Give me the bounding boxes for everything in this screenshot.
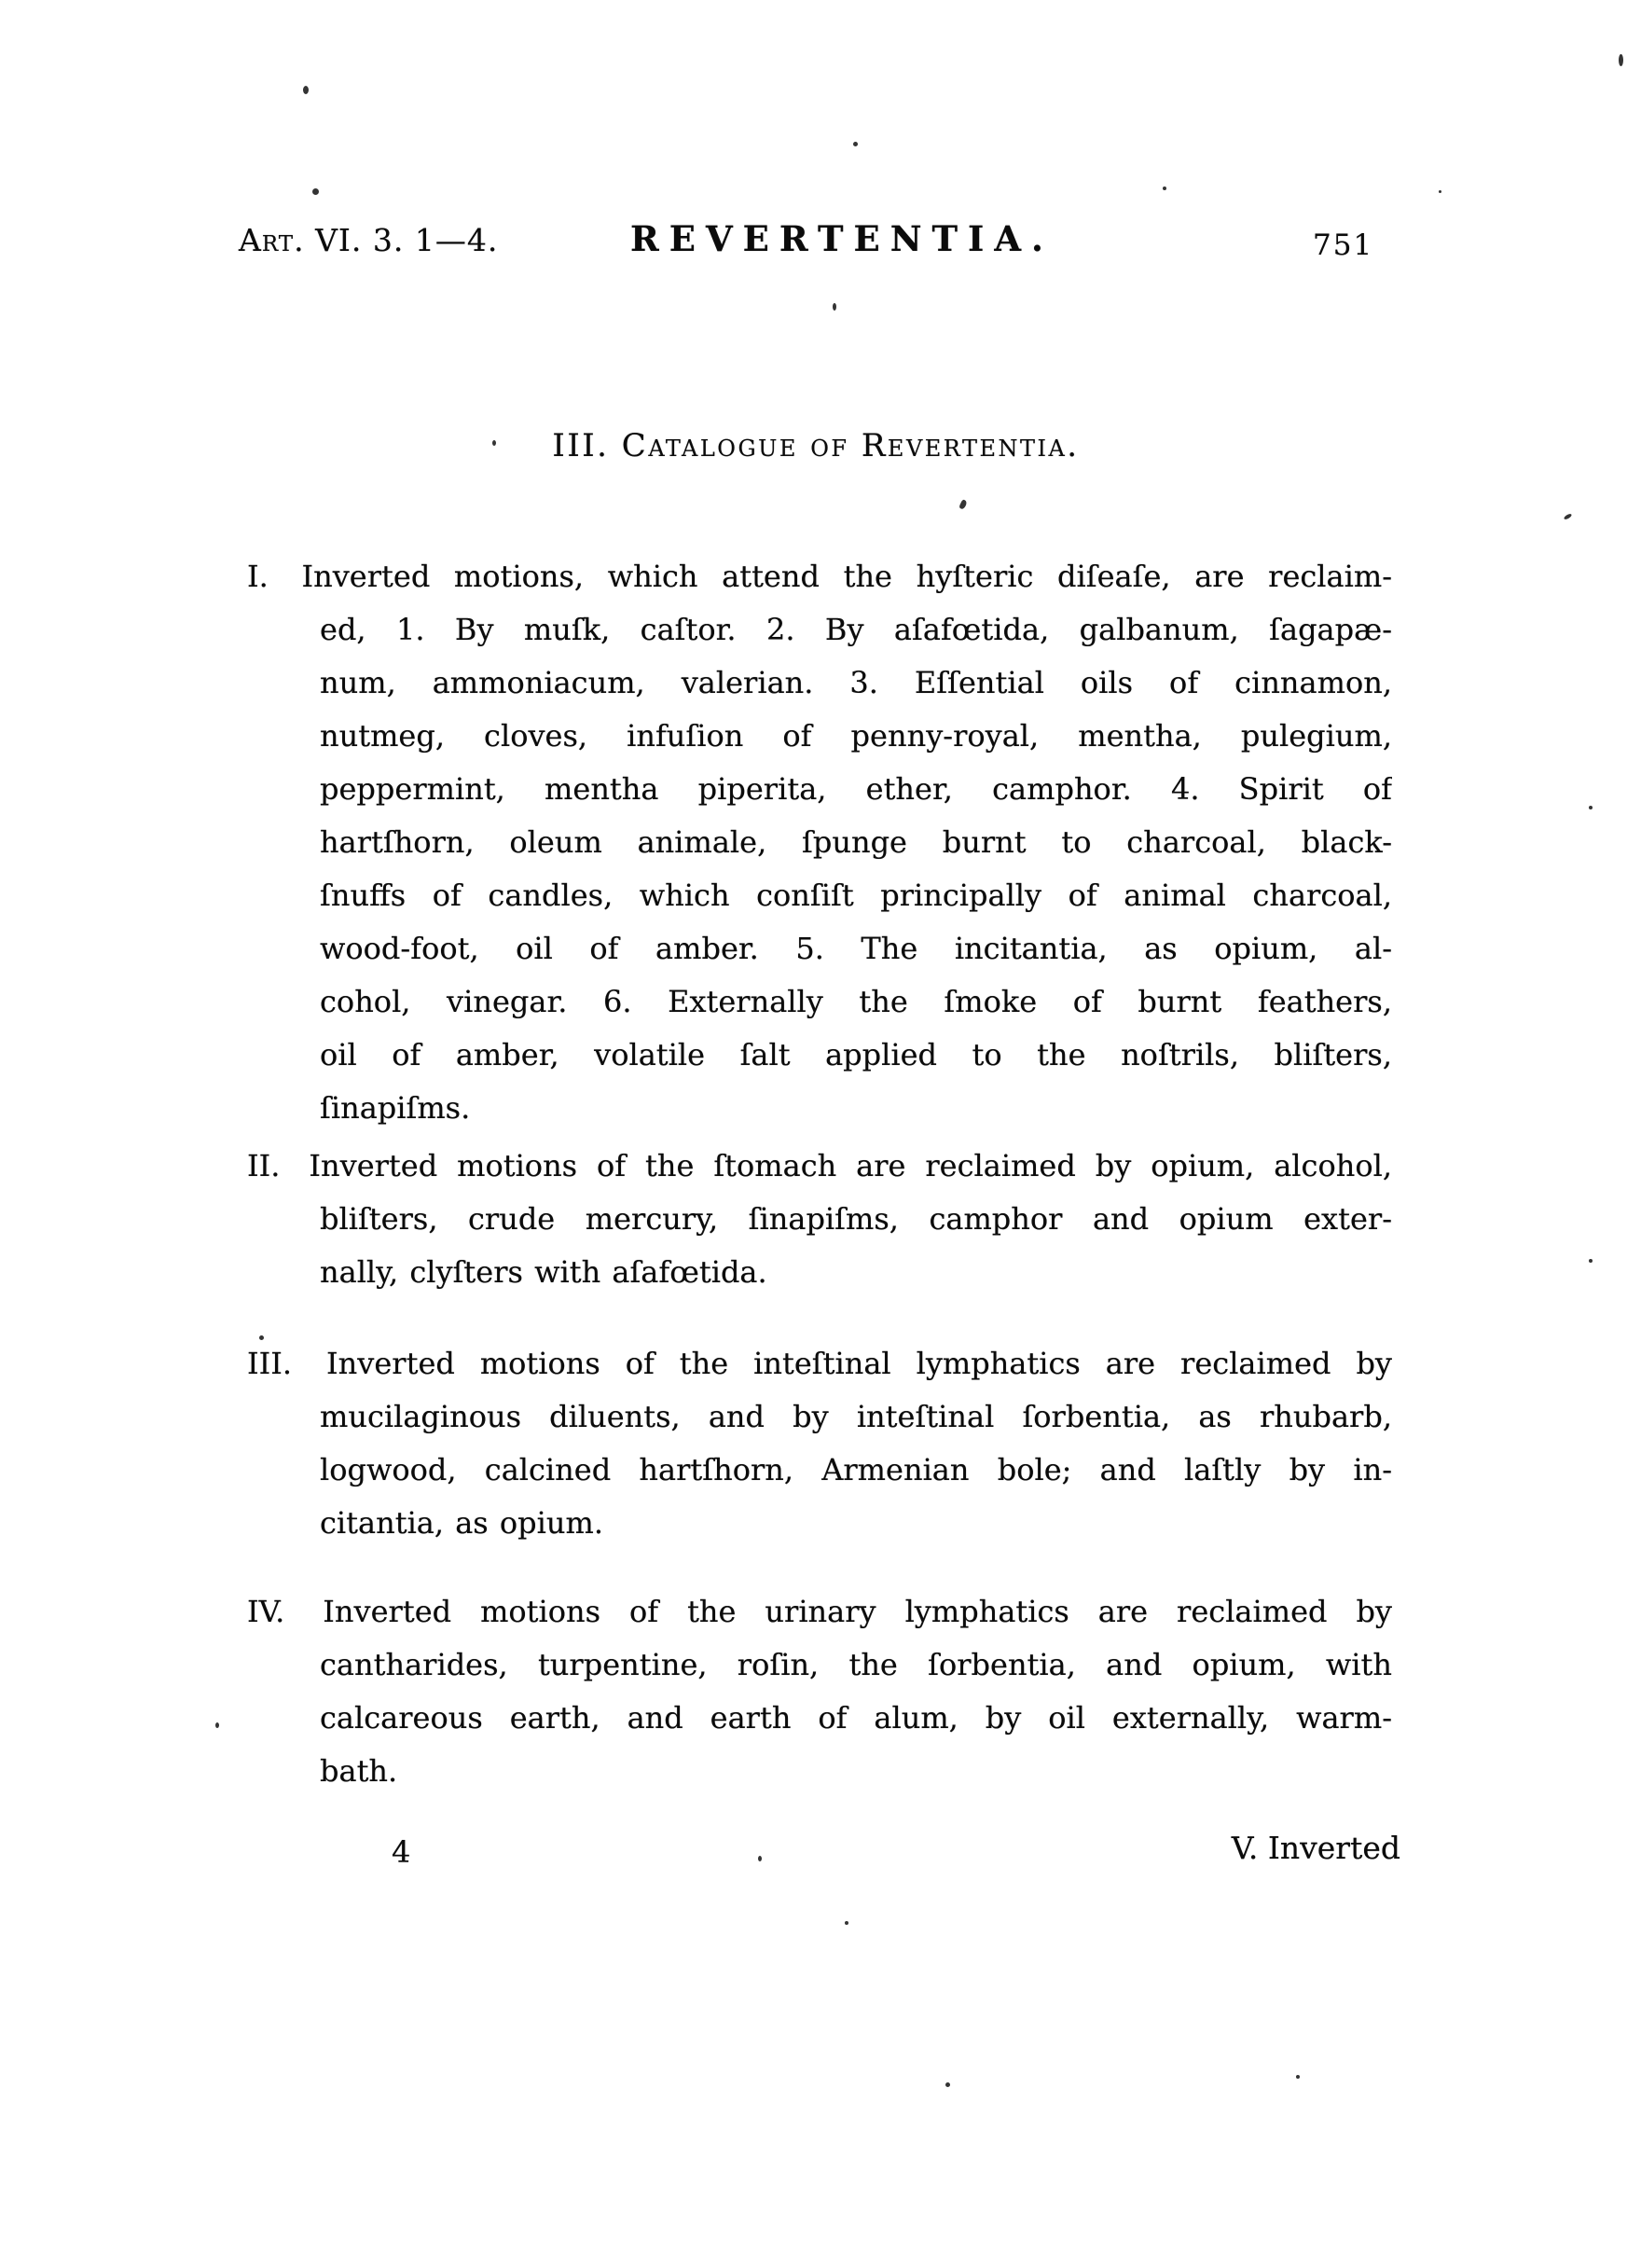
paragraph-line: calcareous earth, and earth of alum, by oil externally, warm- (320, 1700, 1392, 1736)
paragraph-line: cantharides, turpentine, roſin, the ſorbentia, and opium, with (320, 1647, 1392, 1682)
paragraph-3 (247, 1337, 1392, 1550)
ink-speck (833, 303, 836, 311)
page-number: 751 (1313, 228, 1374, 262)
paragraph-line: citantia, as opium. (320, 1505, 603, 1541)
paragraph-line: nutmeg, cloves, infuſion of penny-royal, mentha, pulegium, (320, 718, 1392, 754)
paragraph-line: hartſhorn, oleum animale, ſpunge burnt to charcoal, black- (320, 824, 1392, 860)
catchword: V. Inverted (1231, 1830, 1400, 1866)
paragraph-text: Inverted motions, which attend the hyſteric diſeaſe, are reclaim- (301, 559, 1392, 594)
paragraph-2 (247, 1140, 1392, 1299)
article-reference: Art. VI. 3. 1—4. (239, 222, 499, 258)
running-title: REVERTENTIA. (630, 218, 1054, 259)
ink-speck (259, 1335, 264, 1340)
ink-speck (845, 1921, 848, 1925)
ink-speck (1589, 806, 1593, 809)
paragraph-label: III. (247, 1346, 293, 1381)
paragraph-line (247, 1585, 1392, 1639)
ink-speck (215, 1722, 219, 1728)
paragraph-line: nally, clyſters with aſafœtida. (320, 1254, 767, 1290)
ink-speck (1564, 513, 1573, 520)
paragraph-text: Inverted motions of the inteſtinal lymphatics are reclaimed by (326, 1346, 1392, 1381)
ink-speck (945, 2082, 950, 2087)
ink-speck (1589, 1259, 1593, 1263)
paragraph-text: Inverted motions of the urinary lymphatics are reclaimed by (323, 1594, 1392, 1629)
paragraph-line: logwood, calcined hartſhorn, Armenian bole; and laſtly by in- (320, 1452, 1392, 1487)
ink-speck (1296, 2075, 1300, 2079)
signature-mark: 4 (392, 1834, 411, 1870)
paragraph-line: ſnuffs of candles, which conſiſt principally of animal charcoal, (320, 878, 1392, 913)
paragraph-line: bath. (320, 1753, 398, 1789)
ink-speck (492, 440, 496, 446)
paragraph-line: mucilaginous diluents, and by inteſtinal ſorbentia, as rhubarb, (320, 1399, 1392, 1434)
paragraph-line: bliſters, crude mercury, ſinapiſms, camphor and opium exter- (320, 1201, 1392, 1237)
paragraph-line: ed, 1. By muſk, caſtor. 2. By aſafœtida, galbanum, ſagapæ- (320, 612, 1392, 647)
paragraph-text: Inverted motions of the ſtomach are reclaimed by opium, alcohol, (309, 1148, 1392, 1183)
paragraph-line: cohol, vinegar. 6. Externally the ſmoke of burnt feathers, (320, 984, 1392, 1019)
paragraph-line: num, ammoniacum, valerian. 3. Eſſential oils of cinnamon, (320, 665, 1392, 700)
ink-speck (1163, 187, 1166, 190)
ink-speck (303, 86, 309, 94)
ink-speck (1619, 54, 1623, 66)
ink-speck (853, 142, 858, 146)
paragraph-line (247, 550, 1392, 603)
paragraph-label: I. (247, 559, 269, 594)
paragraph-line: wood-foot, oil of amber. 5. The incitantia, as opium, al- (320, 931, 1392, 966)
ink-speck (758, 1856, 762, 1861)
paragraph-1 (247, 550, 1392, 1135)
paragraph-line (247, 1337, 1392, 1390)
ink-speck (312, 188, 319, 195)
paragraph-line (247, 1140, 1392, 1193)
paragraph-line: ſinapiſms. (320, 1090, 471, 1126)
paragraph-4 (247, 1585, 1392, 1798)
section-title: III. Catalogue of Revertentia. (552, 427, 1080, 464)
paragraph-line: oil of amber, volatile ſalt applied to the noſtrils, bliſters, (320, 1037, 1392, 1072)
ink-speck (1439, 190, 1441, 193)
paragraph-label: IV. (247, 1594, 285, 1629)
ink-speck (958, 499, 968, 510)
paragraph-line: peppermint, mentha piperita, ether, camphor. 4. Spirit of (320, 771, 1392, 807)
paragraph-label: II. (247, 1148, 281, 1183)
